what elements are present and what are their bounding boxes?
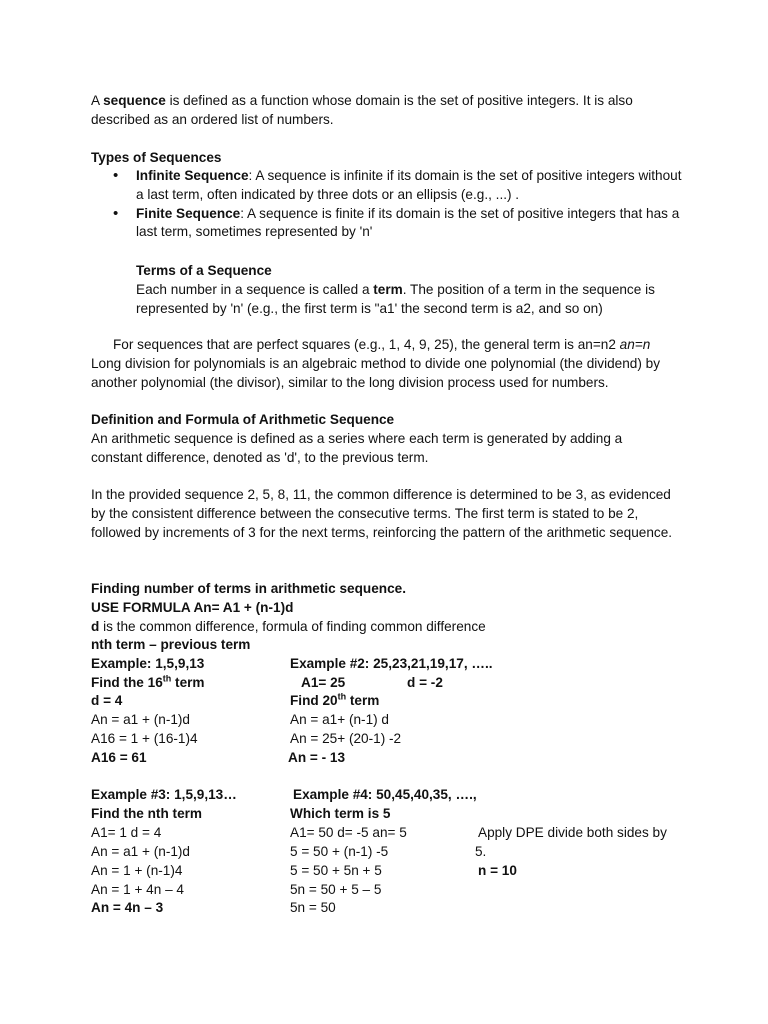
- ex2-answer-text: An = - 13: [288, 750, 346, 765]
- ex4-which-text: Which term is 5: [290, 806, 391, 821]
- ex1-answer-text: A16 = 61: [91, 750, 147, 765]
- squares-italic: an=n: [619, 337, 651, 352]
- example-4-title: [293, 786, 477, 805]
- ex3-answer-text: An = 4n – 3: [91, 900, 164, 915]
- terms-text-start: Each number in a sequence is called a: [136, 281, 374, 297]
- finite-text: : A sequence is finite if its domain is the set of positive integers that has a last term, sometimes represented by 'n': [136, 205, 680, 240]
- infinite-text: : A sequence is infinite if its domain is the set of positive integers without a last term, often indicated by three dots or an ellipsis (e.g., ...) .: [136, 168, 682, 202]
- terms-section: [136, 262, 676, 318]
- sequence-keyword: sequence: [103, 93, 166, 108]
- term-keyword: term: [373, 281, 403, 297]
- finding-heading-text: Finding number of terms in arithmetic sequence.: [91, 581, 406, 596]
- example-4-step-1: A1= 50 d= -5 an= 5: [290, 825, 407, 840]
- d-definition-text: is the common difference, formula of finding common difference: [99, 618, 486, 634]
- example-2-title-text: Example #2: 25,23,21,19,17, …..: [290, 656, 493, 671]
- example-3-step-3: An = 1 + (n-1)4: [91, 863, 183, 878]
- nth-term-line: [91, 636, 691, 655]
- example-1-title-text: Example: 1,5,9,13: [91, 656, 205, 671]
- example-4-title-text: Example #4: 50,45,40,35, ….,: [293, 787, 477, 802]
- ex1-find-text: Find the 16: [91, 675, 163, 690]
- finding-heading: [91, 580, 691, 599]
- long-division-paragraph: Long division for polynomials is an algebraic method to divide one polynomial (the dividend) by another polynomial (the divisor), similar to the long division process used for numbers.: [91, 356, 660, 390]
- example-3-title: [91, 786, 237, 805]
- list-item-infinite: [91, 167, 686, 205]
- example-3-step-2: An = a1 + (n-1)d: [91, 844, 190, 859]
- example-1-step-2: A16 = 1 + (16-1)4: [91, 731, 198, 746]
- example-4-note-2: 5.: [475, 844, 487, 859]
- terms-text-end: . The position of a term in the sequence is represented by 'n' (e.g., the first term is "a1' the second term is a2, and so on): [136, 281, 655, 316]
- terms-heading: [136, 262, 676, 281]
- ex2-d-text: d = -2: [407, 675, 443, 690]
- d-symbol: d: [91, 618, 100, 634]
- example-2-a1: [301, 674, 345, 693]
- example-4-which: [290, 805, 390, 824]
- example-2-title: [290, 655, 493, 674]
- types-list: [91, 167, 686, 242]
- infinite-term: Infinite Sequence: [136, 168, 249, 183]
- example-2-d: [407, 674, 443, 693]
- example-1-title: [91, 655, 204, 674]
- example-1-answer: [91, 749, 147, 768]
- types-heading-text: Types of Sequences: [91, 150, 222, 165]
- example-3-step-4: An = 1 + 4n – 4: [91, 882, 184, 897]
- example-3-title-text: Example #3: 1,5,9,13…: [91, 787, 237, 802]
- example-1-d: [91, 692, 122, 711]
- ex1-find-sup: th: [162, 673, 172, 684]
- types-heading: [91, 149, 691, 168]
- finite-term: Finite Sequence: [136, 205, 241, 221]
- arithmetic-definition: An arithmetic sequence is defined as a series where each term is generated by adding a constant difference, denoted as 'd', to the previous term.: [91, 431, 623, 465]
- example-2-step-2: An = 25+ (20-1) -2: [290, 731, 402, 746]
- example-4-answer: [478, 862, 517, 881]
- example-4-step-2: 5 = 50 + (n-1) -5: [290, 844, 389, 859]
- ex2-find-sup: th: [337, 691, 347, 702]
- example-2-answer: [288, 749, 345, 768]
- terms-paragraph: [136, 281, 676, 319]
- nth-term-text: nth term – previous term: [91, 637, 251, 653]
- example-3-find: [91, 805, 202, 824]
- ex1-find-term: term: [171, 675, 205, 690]
- intro-text-start: A: [91, 93, 104, 108]
- provided-sequence-paragraph: In the provided sequence 2, 5, 8, 11, the common difference is determined to be 3, as evidenced by the consistent difference between the consecutive terms. The first term is stated to be 2, followed by increments of 3 for the next terms, reinforcing the pattern of the arithmetic sequence.: [91, 487, 673, 540]
- arithmetic-heading: [91, 411, 691, 430]
- terms-heading-text: Terms of a Sequence: [136, 263, 272, 278]
- example-3-step-1: A1= 1 d = 4: [91, 825, 162, 840]
- example-4-step-4: 5n = 50 + 5 – 5: [290, 882, 382, 897]
- finding-section: [91, 580, 691, 655]
- intro-text-end: is defined as a function whose domain is the set of positive integers. It is also described as an ordered list of numbers.: [91, 93, 633, 127]
- d-definition-line: [91, 618, 691, 637]
- list-item-finite: [91, 205, 686, 243]
- squares-paragraph: [113, 336, 693, 355]
- example-4-step-3: 5 = 50 + 5n + 5: [290, 863, 382, 878]
- ex2-a1-text: A1= 25: [301, 675, 346, 690]
- arithmetic-heading-text: Definition and Formula of Arithmetic Sequence: [91, 412, 395, 427]
- example-1-step-1: An = a1 + (n-1)d: [91, 712, 190, 727]
- example-3-answer: [91, 899, 163, 918]
- ex3-find-text: Find the nth term: [91, 806, 203, 821]
- ex1-d-text: d = 4: [91, 693, 123, 708]
- example-4-note-1: Apply DPE divide both sides by: [478, 825, 667, 840]
- ex4-answer-text: n = 10: [478, 863, 517, 878]
- example-2-step-1: An = a1+ (n-1) d: [290, 712, 389, 727]
- ex2-find-term: term: [346, 693, 380, 708]
- example-4-step-5: 5n = 50: [290, 900, 336, 915]
- intro-paragraph: [91, 92, 661, 130]
- example-1-find: [91, 674, 205, 693]
- formula-line: [91, 599, 691, 618]
- example-2-find: [290, 692, 379, 711]
- formula-text: USE FORMULA An= A1 + (n-1)d: [91, 599, 294, 615]
- ex2-find-text: Find 20: [290, 693, 338, 708]
- squares-text: For sequences that are perfect squares (e.g., 1, 4, 9, 25), the general term is an=n2: [113, 337, 620, 352]
